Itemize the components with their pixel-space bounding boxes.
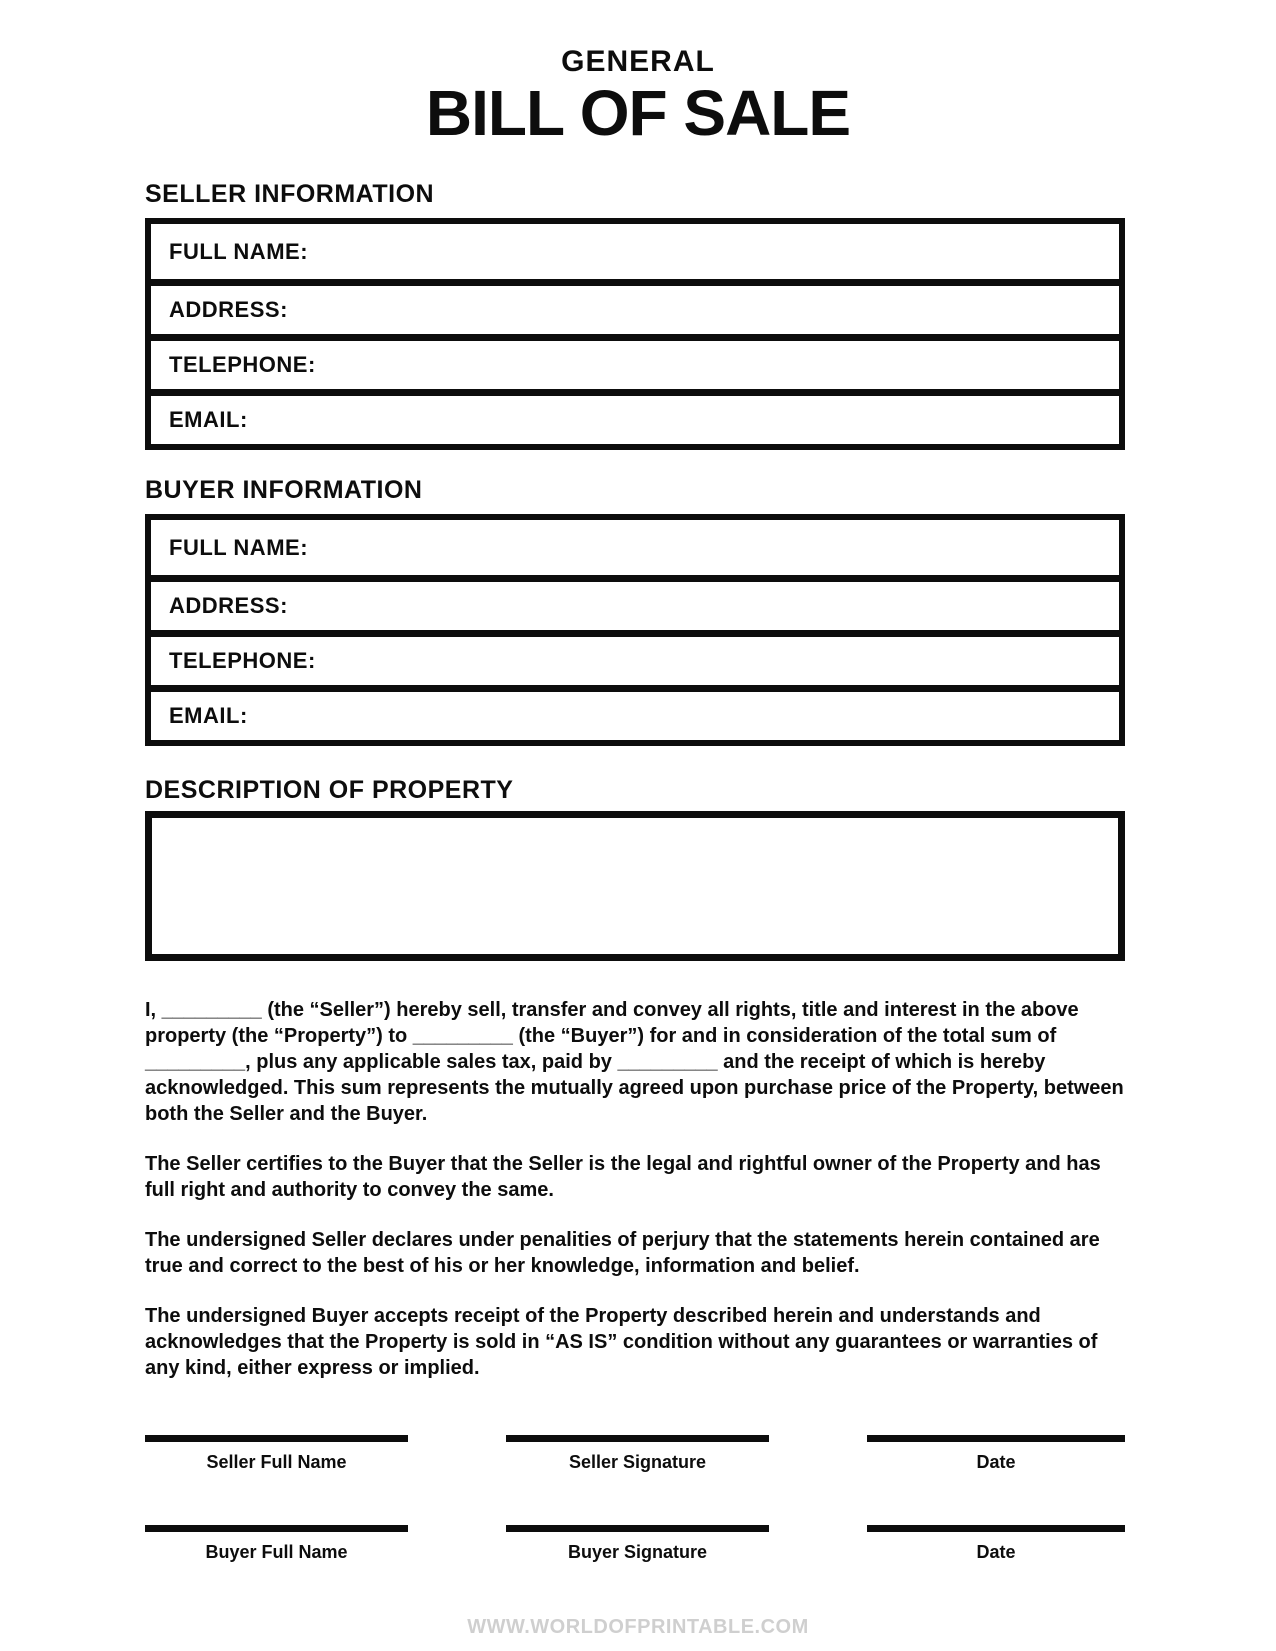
seller-date-cell: [867, 1435, 1125, 1473]
signature-section: [145, 1435, 1125, 1563]
seller-full-name-input[interactable]: [308, 224, 1119, 279]
seller-telephone-field[interactable]: [151, 334, 1119, 389]
buyer-date-cell: [867, 1525, 1125, 1563]
seller-address-label: ADDRESS:: [169, 297, 288, 322]
agreement-paragraph-ownership: The Seller certifies to the Buyer that the Seller is the legal and rightful owner of the Property and has full right and authority to convey the same.: [145, 1153, 1101, 1201]
buyer-field-group: [145, 514, 1125, 746]
buyer-signature-row: [145, 1525, 1125, 1563]
buyer-telephone-field[interactable]: [151, 630, 1119, 685]
seller-section-heading: SELLER INFORMATION: [145, 180, 435, 208]
property-description-input[interactable]: [145, 811, 1125, 961]
buyer-full-name-label: FULL NAME:: [169, 534, 309, 560]
page-title: BILL OF SALE: [425, 77, 851, 149]
buyer-address-input[interactable]: [288, 582, 1119, 630]
buyer-telephone-label: TELEPHONE:: [169, 648, 316, 673]
buyer-full-name-signature-cell: [145, 1525, 408, 1563]
buyer-information-section: [145, 478, 1125, 746]
agreement-text-section: [145, 997, 1125, 1381]
buyer-date-label: Date: [976, 1542, 1016, 1562]
seller-full-name-signature-cell: [145, 1435, 408, 1473]
buyer-date-line[interactable]: [867, 1525, 1125, 1532]
seller-field-group: [145, 218, 1125, 450]
seller-information-section: [145, 182, 1125, 450]
seller-signature-line[interactable]: [506, 1435, 769, 1442]
buyer-full-name-signature-line[interactable]: [145, 1525, 408, 1532]
buyer-signature-line[interactable]: [506, 1525, 769, 1532]
buyer-full-name-input[interactable]: [308, 520, 1119, 575]
property-section-heading: DESCRIPTION OF PROPERTY: [145, 776, 514, 804]
seller-full-name-label: FULL NAME:: [169, 238, 309, 264]
seller-full-name-signature-line[interactable]: [145, 1435, 408, 1442]
seller-date-line[interactable]: [867, 1435, 1125, 1442]
title-kicker: GENERAL: [561, 45, 715, 78]
buyer-address-label: ADDRESS:: [169, 593, 288, 618]
seller-full-name-field[interactable]: [151, 224, 1119, 279]
website-watermark: WWW.WORLDOFPRINTABLE.COM: [467, 1616, 809, 1638]
seller-telephone-input[interactable]: [316, 341, 1119, 389]
property-description-section: [145, 778, 1125, 961]
buyer-full-name-field[interactable]: [151, 520, 1119, 575]
seller-address-input[interactable]: [288, 286, 1119, 334]
buyer-section-heading: BUYER INFORMATION: [145, 476, 423, 504]
buyer-email-field[interactable]: [151, 685, 1119, 740]
buyer-email-input[interactable]: [248, 692, 1119, 740]
agreement-paragraph-perjury: The undersigned Seller declares under penalities of perjury that the statements herein contained are true and correct to the best of his or her knowledge, information and belief.: [145, 1229, 1100, 1277]
seller-address-field[interactable]: [151, 279, 1119, 334]
seller-email-field[interactable]: [151, 389, 1119, 444]
title-block: [0, 0, 1276, 149]
seller-email-label: EMAIL:: [169, 407, 248, 432]
seller-telephone-label: TELEPHONE:: [169, 352, 316, 377]
seller-email-input[interactable]: [248, 396, 1119, 444]
seller-signature-label: Seller Signature: [568, 1452, 707, 1472]
agreement-paragraph-sale-terms: I, _________ (the “Seller”) hereby sell, transfer and convey all rights, title and interest in the above property (the “Property”) to _________ (the “Buyer”) for and in consideration of the total sum of _________, plus any applicable sales tax, paid by _________ and the receipt of which is hereby acknowledged. This sum represents the mutually agreed upon purchase price of the Property, between both the Seller and the Buyer.: [145, 999, 1124, 1125]
buyer-signature-cell: [506, 1525, 769, 1563]
buyer-telephone-input[interactable]: [316, 637, 1119, 685]
seller-signature-row: [145, 1435, 1125, 1473]
seller-signature-cell: [506, 1435, 769, 1473]
buyer-full-name-signature-label: Buyer Full Name: [205, 1542, 348, 1562]
buyer-email-label: EMAIL:: [169, 703, 248, 728]
document-body: [145, 182, 1125, 1563]
seller-full-name-signature-label: Seller Full Name: [206, 1452, 347, 1472]
buyer-address-field[interactable]: [151, 575, 1119, 630]
buyer-signature-label: Buyer Signature: [567, 1542, 708, 1562]
agreement-paragraph-as-is: The undersigned Buyer accepts receipt of the Property described herein and understands and acknowledges that the Property is sold in “AS IS” condition without any guarantees or warranties of any kind, either express or implied.: [145, 1305, 1098, 1379]
seller-date-label: Date: [976, 1452, 1016, 1472]
